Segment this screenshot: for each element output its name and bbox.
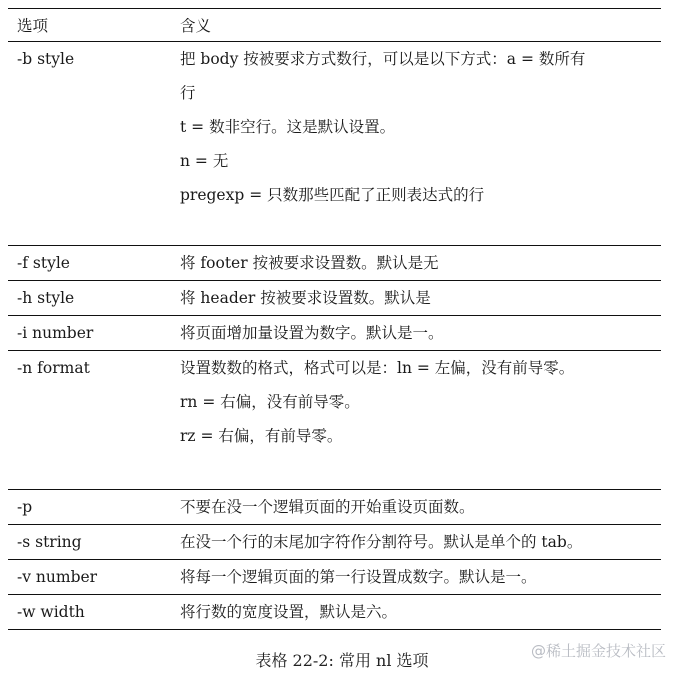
meaning-cell: 不要在没一个逻辑页面的开始重设页面数。 [180, 498, 475, 516]
option-cell: -p [17, 498, 33, 516]
meaning-cell [171, 351, 661, 490]
table-header [8, 9, 661, 42]
table-row [8, 316, 661, 351]
option-cell: -h style [17, 289, 75, 307]
option-cell: -i number [17, 324, 94, 342]
row-spacer [180, 453, 661, 489]
table-row [8, 42, 661, 246]
table-row [8, 490, 661, 525]
table-row [8, 560, 661, 595]
table-row [8, 246, 661, 281]
option-cell: -s string [17, 533, 82, 551]
meaning-line: 设置数数的格式，格式可以是：ln = 左偏，没有前导零。 [180, 359, 575, 377]
meaning-cell: 将每一个逻辑页面的第一行设置成数字。默认是一。 [180, 568, 537, 586]
meaning-line: pregexp = 只数那些匹配了正则表达式的行 [180, 186, 485, 204]
options-table-container [8, 8, 661, 630]
option-cell: -n format [17, 359, 90, 377]
option-cell: -v number [17, 568, 98, 586]
row-spacer [180, 212, 661, 228]
meaning-cell: 将 footer 按被要求设置数。默认是无 [180, 254, 439, 272]
table-row [8, 525, 661, 560]
option-cell: -b style [17, 50, 75, 68]
header-row [8, 9, 661, 42]
table-caption: 表格 22-2: 常用 nl 选项 [255, 651, 429, 670]
meaning-line: n = 无 [180, 152, 229, 170]
table-row [8, 595, 661, 630]
header-option: 选项 [17, 17, 49, 35]
meaning-cell: 将 header 按被要求设置数。默认是 [180, 289, 431, 307]
meaning-cell [171, 42, 661, 246]
option-cell: -w width [17, 603, 85, 621]
table-row [8, 351, 661, 490]
meaning-line: 行 [180, 84, 196, 102]
meaning-line: rz = 右偏，有前导零。 [180, 427, 343, 445]
header-meaning: 含义 [180, 17, 212, 35]
meaning-cell: 将行数的宽度设置，默认是六。 [180, 603, 398, 621]
watermark: @稀土掘金技术社区 [530, 642, 666, 660]
meaning-line: 把 body 按被要求方式数行，可以是以下方式：a = 数所有 [180, 50, 586, 68]
meaning-line: rn = 右偏，没有前导零。 [180, 393, 360, 411]
meaning-line: t = 数非空行。这是默认设置。 [180, 118, 396, 136]
table-body [8, 42, 661, 630]
table-row [8, 281, 661, 316]
options-table [8, 8, 661, 630]
meaning-cell: 在没一个行的末尾加字符作分割符号。默认是单个的 tab。 [180, 533, 583, 551]
option-cell: -f style [17, 254, 70, 272]
meaning-cell: 将页面增加量设置为数字。默认是一。 [180, 324, 444, 342]
